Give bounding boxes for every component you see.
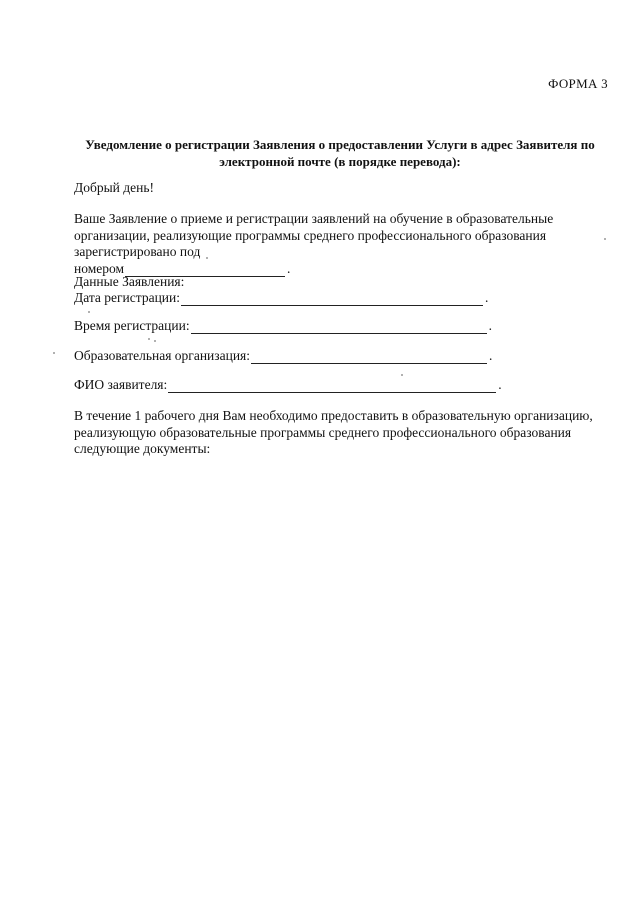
data-section-label: Данные Заявления: [74,274,185,289]
registration-date-field [74,290,488,306]
intro-paragraph [74,211,614,277]
scan-speck [53,352,55,354]
scan-speck [88,311,90,313]
scan-speck [148,338,150,340]
registration-time-field [74,318,492,334]
greeting-text: Добрый день! [74,180,154,195]
scan-speck [401,374,403,376]
form-number: ФОРМА 3 [548,76,608,91]
applicant-name-label: ФИО заявителя: [74,377,168,392]
registration-time-label: Время регистрации: [74,318,190,333]
registration-date-end: . [485,290,489,305]
registration-number-end: . [287,260,291,276]
organization-end: . [489,348,493,363]
applicant-name-end: . [498,377,502,392]
scan-speck [154,340,156,342]
organization-field [74,348,492,364]
organization-label: Образовательная организация: [74,348,251,363]
applicant-name-blank [168,380,496,393]
intro-text: Ваше Заявление о приеме и регистрации заявлений на обучение в образовательные организации, реализующие программы среднего профессионального образования зарегистрировано под [74,211,554,259]
final-paragraph: В течение 1 рабочего дня Вам необходимо предоставить в образовательную организацию, реализующую образовательные программы среднего профессионального образования следующие документы: [74,408,593,456]
organization-blank [251,351,487,364]
registration-date-blank [181,293,483,306]
registration-number-label: номером [74,260,125,276]
document-title: Уведомление о регистрации Заявления о предоставлении Услуги в адрес Заявителя по электронной почте (в порядке перевода): [85,137,595,169]
scan-speck [604,238,606,240]
registration-date-label: Дата регистрации: [74,290,181,305]
applicant-name-field [74,377,502,393]
registration-time-blank [191,321,487,334]
scan-speck [206,257,208,259]
registration-time-end: . [488,318,492,333]
